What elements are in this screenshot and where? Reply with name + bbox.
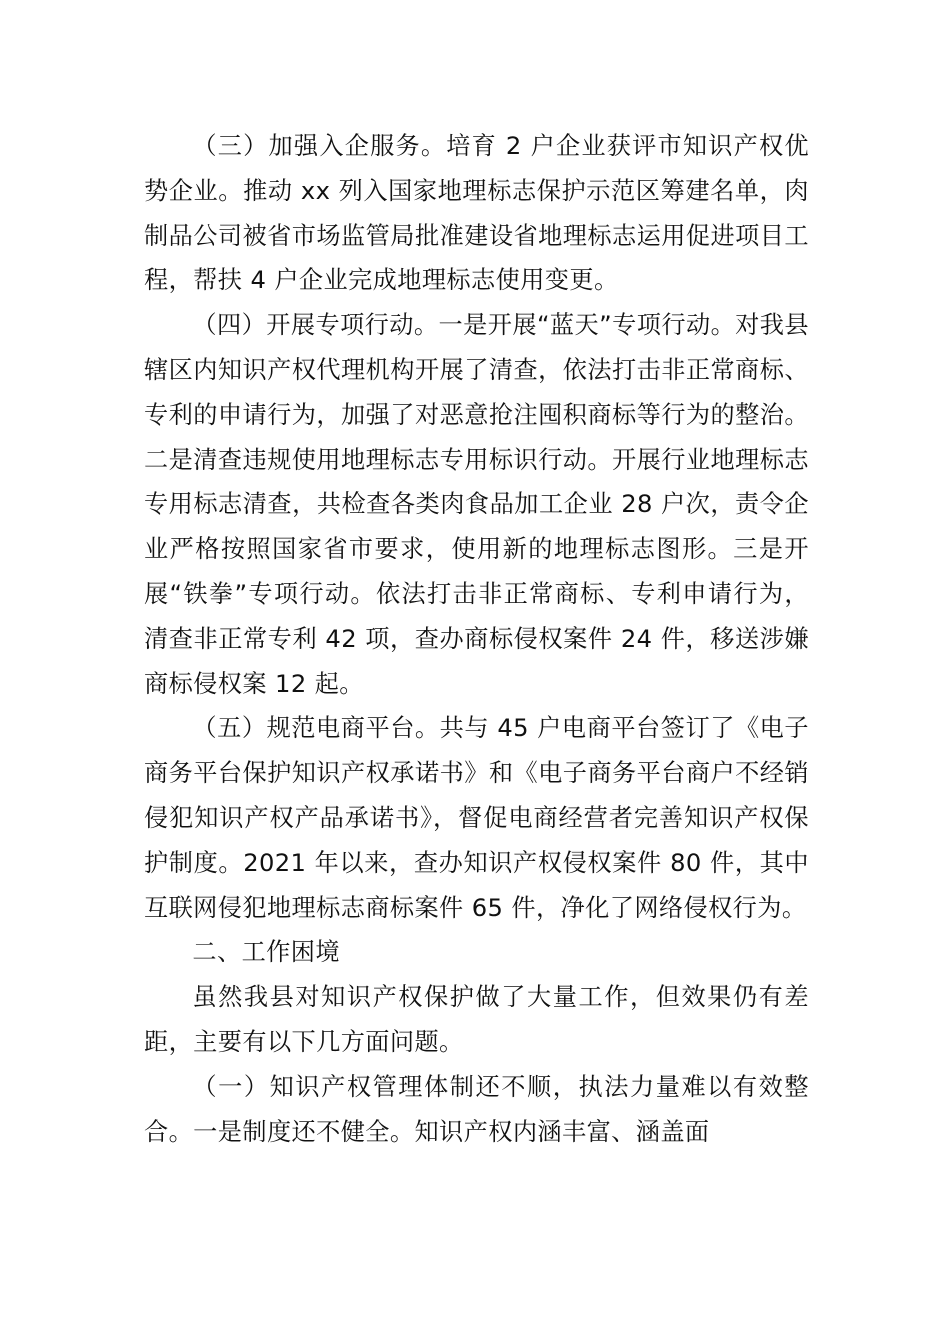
- paragraph-difficulties-intro: 虽然我县对知识产权保护做了大量工作，但效果仍有差距，主要有以下几方面问题。: [144, 983, 809, 1056]
- section-heading-work-difficulties: 二、工作困境: [192, 938, 340, 967]
- paragraph-section-4-special-actions: （四）开展专项行动。一是开展“蓝天”专项行动。对我县辖区内知识产权代理机构开展了清查，依法打击非正常商标、专利的申请行为，加强了对恶意抢注囤积商标等行为的整治。二是清查违规使用地理标志专用标识行动。开展行业地理标志专用标志清查，共检查各类肉食品加工企业 28 户次，责令企业严格按照国家省市要求，使用新的地理标志图形。三是开展“铁拳”专项行动。依法打击非正常商标、专利申请行为，清查非正常专利 42 项，查办商标侵权案件 24 件，移送涉嫌商标侵权案 12 起。: [144, 311, 809, 698]
- paragraph-section-3-enterprise-service: （三）加强入企服务。培育 2 户企业获评市知识产权优势企业。推动 xx 列入国家地理标志保护示范区筹建名单，肉制品公司被省市场监管局批准建设省地理标志运用促进项目工程，帮扶 4 户企业完成地理标志使用变更。: [144, 132, 809, 295]
- document-body: [144, 124, 809, 1154]
- paragraph-section-5-ecommerce-platforms: （五）规范电商平台。共与 45 户电商平台签订了《电子商务平台保护知识产权承诺书》和《电子商务平台商户不经销侵犯知识产权产品承诺书》，督促电商经营者完善知识产权保护制度。2021 年以来，查办知识产权侵权案件 80 件，其中互联网侵犯地理标志商标案件 65 件，净化了网络侵权行为。: [144, 714, 809, 922]
- paragraph-difficulty-1-management-system: （一）知识产权管理体制还不顺，执法力量难以有效整合。一是制度还不健全。知识产权内涵丰富、涵盖面: [144, 1072, 809, 1146]
